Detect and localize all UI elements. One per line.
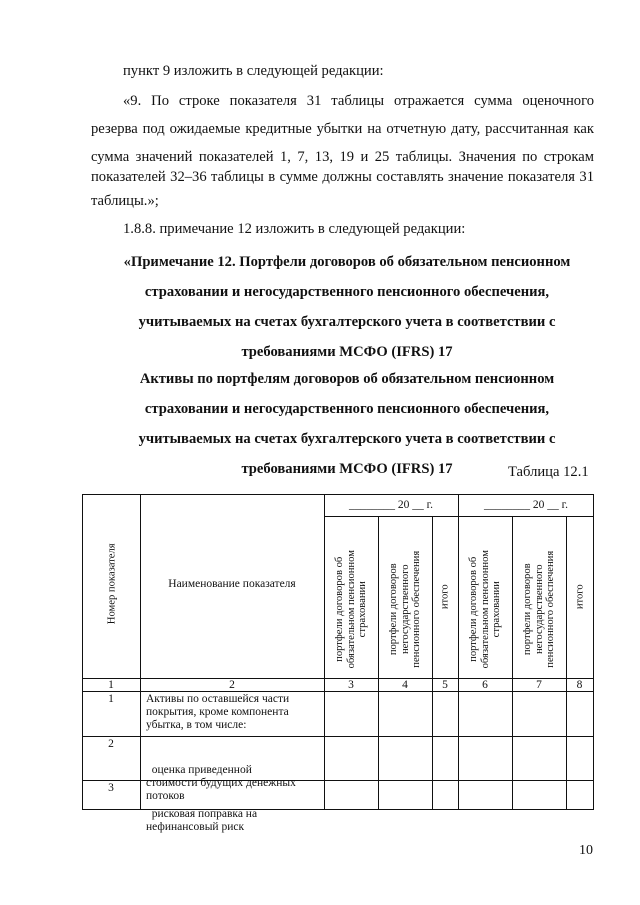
header-period-1: ________ 20 __ г. — [349, 499, 433, 511]
subheader-npo-portfolios-1: портфели договоров негосударственного пенсионного обеспечения — [387, 550, 422, 668]
table-row-number: 3 — [108, 782, 114, 794]
assets-table — [82, 494, 594, 833]
note-12-heading-line3: учитываемых на счетах бухгалтерского учета в соответствии с — [138, 314, 556, 330]
paragraph-item9-intro: пункт 9 изложить в следующей редакции: — [123, 63, 384, 79]
header-period-2: ________ 20 __ г. — [484, 499, 568, 511]
header-indicator-number: Номер показателя — [106, 543, 118, 625]
subheader-total-1: итого — [439, 584, 451, 610]
column-number: 8 — [576, 679, 583, 691]
note-12-heading-line4: требованиями МСФО (IFRS) 17 — [241, 344, 453, 360]
column-number: 4 — [402, 679, 408, 691]
paragraph-item9-line5: таблицы.»; — [91, 193, 159, 209]
note-12-heading-line2: страховании и негосударственного пенсионного обеспечения, — [144, 284, 550, 300]
table-row-name: рисковая поправка на нефинансовый риск — [146, 808, 258, 833]
subheader-total-2: итого — [574, 584, 586, 610]
paragraph-item9-line1: «9. По строке показателя 31 таблицы отражается сумма оценочного — [123, 93, 594, 109]
paragraph-1-8-8: 1.8.8. примечание 12 изложить в следующей редакции: — [123, 221, 466, 237]
assets-heading-line1: Активы по портфелям договоров об обязательном пенсионном — [139, 371, 555, 387]
table-row-number: 1 — [108, 693, 114, 705]
column-number: 1 — [108, 679, 114, 691]
assets-heading-line2: страховании и негосударственного пенсионного обеспечения, — [144, 401, 550, 417]
column-number: 7 — [536, 679, 542, 691]
subheader-ops-portfolios-1: портфели договоров об обязательном пенсионном страховании — [333, 550, 368, 669]
subheader-ops-portfolios-2: портфели договоров об обязательном пенсионном страховании — [467, 550, 502, 669]
assets-heading-line4: требованиями МСФО (IFRS) 17 — [241, 461, 453, 477]
subheader-npo-portfolios-2: портфели договоров негосударственного пенсионного обеспечения — [521, 550, 556, 668]
paragraph-item9-line4: показателей 32–36 таблицы в сумме должны составлять значение показателя 31 — [91, 169, 594, 185]
table-row-name: оценка приведенной стоимости будущих денежных потоков — [146, 764, 296, 802]
note-12-heading — [100, 247, 594, 367]
page-number: 10 — [579, 843, 593, 858]
column-number: 5 — [442, 679, 448, 691]
column-number: 2 — [229, 679, 235, 691]
table-row-number: 2 — [108, 738, 114, 750]
header-indicator-name: Наименование показателя — [168, 578, 296, 590]
column-number: 3 — [348, 679, 354, 691]
assets-heading-line3: учитываемых на счетах бухгалтерского учета в соответствии с — [138, 431, 556, 447]
note-12-heading-line1: «Примечание 12. Портфели договоров об обязательном пенсионном — [123, 254, 571, 270]
paragraph-item9-line3: сумма значений показателей 1, 7, 13, 19 и 25 таблицы. Значения по строкам — [91, 149, 594, 165]
table-caption: Таблица 12.1 — [508, 464, 589, 480]
paragraph-item9-line2: резерва под ожидаемые кредитные убытки на отчетную дату, рассчитанная как — [91, 121, 594, 137]
column-number: 6 — [482, 679, 488, 691]
table-row-name: Активы по оставшейся части покрытия, кроме компонента убытка, в том числе: — [146, 693, 290, 731]
